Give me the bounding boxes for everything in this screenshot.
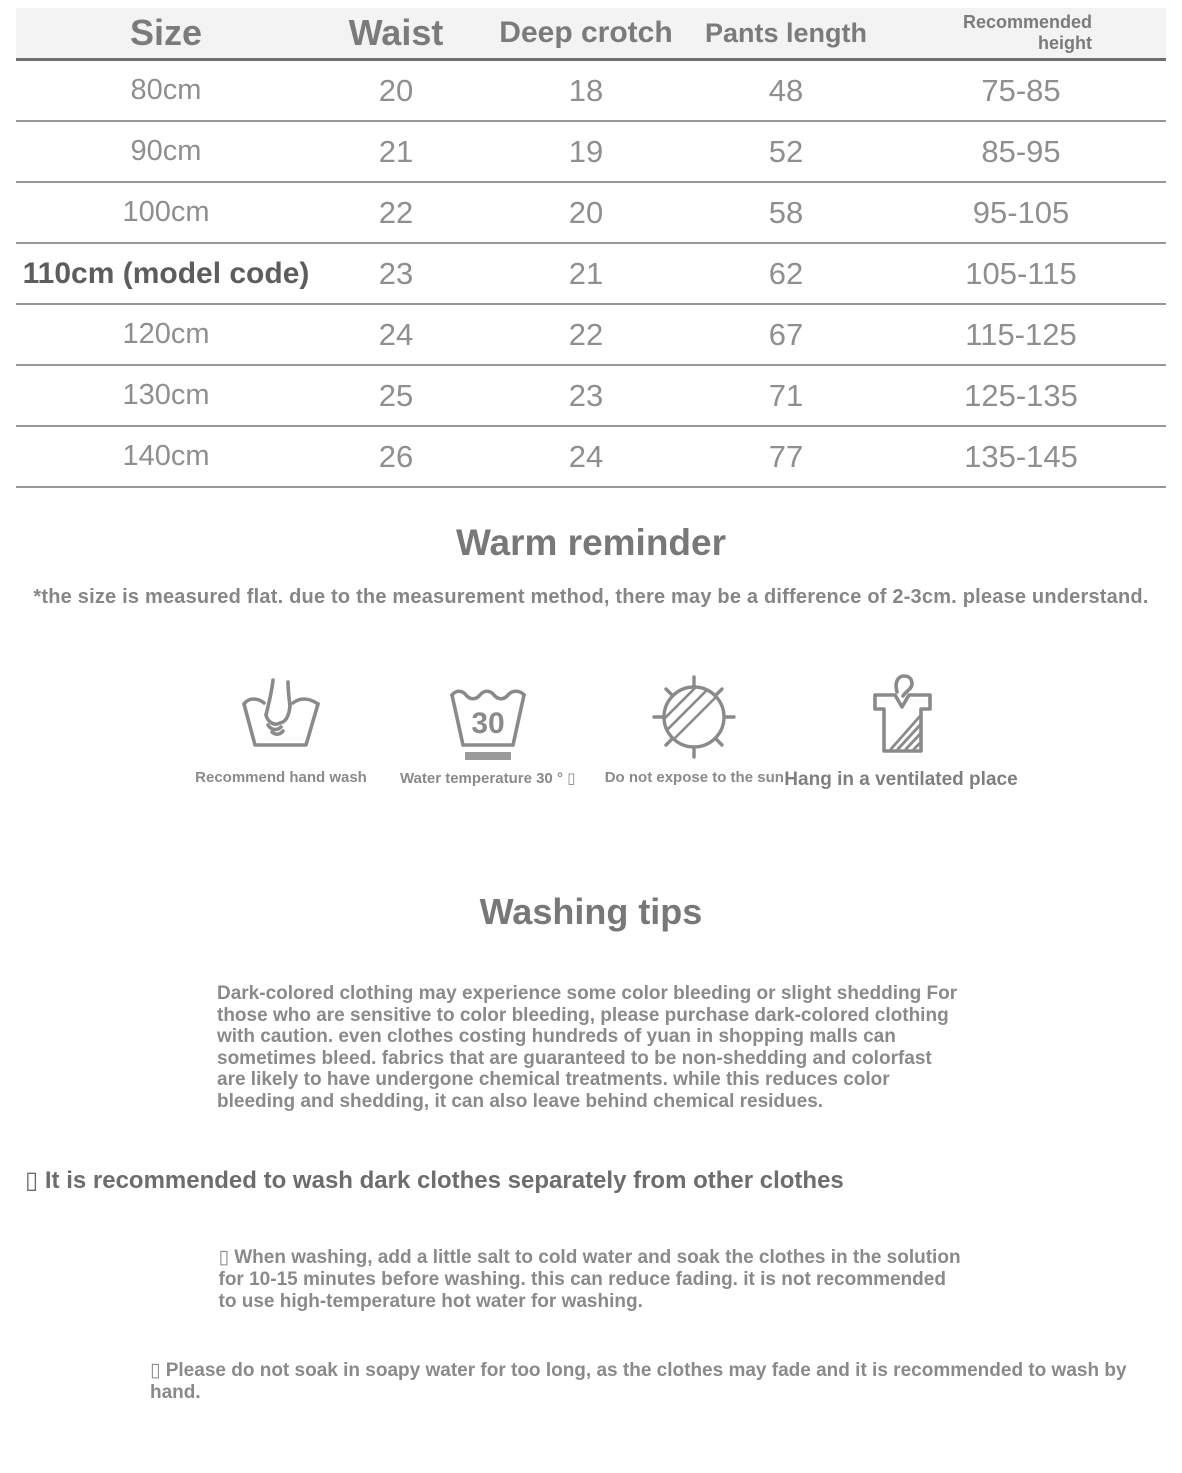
care-instructions-row <box>181 665 1018 791</box>
table-row <box>16 427 1166 488</box>
table-row <box>16 183 1166 244</box>
cell-pants-length: 48 <box>768 72 804 108</box>
cell-recommended-height: 125-135 <box>964 377 1078 413</box>
cell-recommended-height: 85-95 <box>981 133 1061 169</box>
cell-size: 110cm (model code) <box>22 256 310 290</box>
table-row <box>16 305 1166 366</box>
column-header-recommended-height: Recommended height <box>962 12 1092 53</box>
cell-size: 140cm <box>122 440 210 472</box>
washing-tips-title: Washing tips <box>479 891 703 932</box>
cell-pants-length: 58 <box>768 194 804 230</box>
table-row-model-size <box>16 244 1166 305</box>
column-header-pants-length: Pants length <box>704 17 867 48</box>
cell-deep-crotch: 20 <box>568 194 604 230</box>
size-chart-header-row <box>16 8 1166 61</box>
water-temperature-icon <box>438 665 538 765</box>
hang-ventilated-icon <box>851 665 951 765</box>
cell-pants-length: 62 <box>768 255 804 291</box>
warm-reminder-note: *the size is measured flat. due to the measurement method, there may be a difference of 2-3cm. please understand. <box>33 586 1149 608</box>
hand-wash-icon <box>231 665 331 765</box>
care-label: Recommend hand wash <box>195 769 367 786</box>
cell-pants-length: 71 <box>768 377 804 413</box>
table-row <box>16 366 1166 427</box>
cell-waist: 20 <box>378 72 414 108</box>
size-chart-table <box>16 8 1166 488</box>
washing-tips-paragraph: Dark-colored clothing may experience some color bleeding or slight shedding For those who are sensitive to color bleeding, please purchase dark-colored clothing with caution. even clothes costing hundreds of yuan in shopping malls can sometimes bleed. fabrics that are guaranteed to be non-shedding and colorfast are likely to have undergone chemical treatments. while this reduces color bleeding and shedding, it can also leave behind chemical residues. <box>217 983 958 1112</box>
cell-deep-crotch: 19 <box>568 133 604 169</box>
cell-size: 90cm <box>130 135 202 167</box>
cell-pants-length: 67 <box>768 316 804 352</box>
cell-recommended-height: 135-145 <box>964 438 1078 474</box>
cell-deep-crotch: 24 <box>568 438 604 474</box>
column-header-size: Size <box>129 12 203 53</box>
cell-deep-crotch: 18 <box>568 72 604 108</box>
cell-size: 120cm <box>122 318 210 350</box>
warm-reminder-title: Warm reminder <box>455 522 727 563</box>
cell-waist: 26 <box>378 438 414 474</box>
no-sun-exposure-icon <box>644 665 744 765</box>
cell-waist: 23 <box>378 255 414 291</box>
cell-pants-length: 52 <box>768 133 804 169</box>
cell-pants-length: 77 <box>768 438 804 474</box>
cell-deep-crotch: 21 <box>568 255 604 291</box>
table-row <box>16 122 1166 183</box>
cell-waist: 25 <box>378 377 414 413</box>
cell-deep-crotch: 23 <box>568 377 604 413</box>
tip-salt-soak: ▯ When washing, add a little salt to cold water and soak the clothes in the solution for 10-15 minutes before washing. this can reduce fading. it is not recommended to use high-temperature hot water for washing. <box>218 1247 961 1312</box>
cell-waist: 21 <box>378 133 414 169</box>
cell-size: 130cm <box>122 379 210 411</box>
care-item-hang-dry <box>784 665 1018 791</box>
column-header-deep-crotch: Deep crotch <box>499 16 673 49</box>
cell-recommended-height: 105-115 <box>965 255 1077 291</box>
cell-waist: 24 <box>378 316 414 352</box>
cell-size: 80cm <box>130 74 202 106</box>
svg-text:30: 30 <box>470 707 505 740</box>
cell-deep-crotch: 22 <box>568 316 604 352</box>
care-item-no-sun <box>594 665 794 791</box>
care-label: Hang in a ventilated place <box>784 769 1018 790</box>
cell-size: 100cm <box>122 196 210 228</box>
care-item-water-temperature <box>388 665 588 791</box>
care-item-hand-wash <box>181 665 381 791</box>
tip-no-long-soak: ▯ Please do not soak in soapy water for too long, as the clothes may fade and it is recommended to wash by hand. <box>150 1360 1127 1403</box>
care-label: Water temperature 30 ° ▯ <box>399 770 576 787</box>
cell-recommended-height: 95-105 <box>972 194 1070 230</box>
care-label: Do not expose to the sun <box>604 769 784 786</box>
cell-recommended-height: 75-85 <box>981 72 1061 108</box>
cell-recommended-height: 115-125 <box>965 316 1077 352</box>
table-row <box>16 61 1166 122</box>
column-header-waist: Waist <box>348 12 444 53</box>
tip-wash-dark-separately: ▯ It is recommended to wash dark clothes separately from other clothes <box>25 1167 844 1194</box>
cell-waist: 22 <box>378 194 414 230</box>
